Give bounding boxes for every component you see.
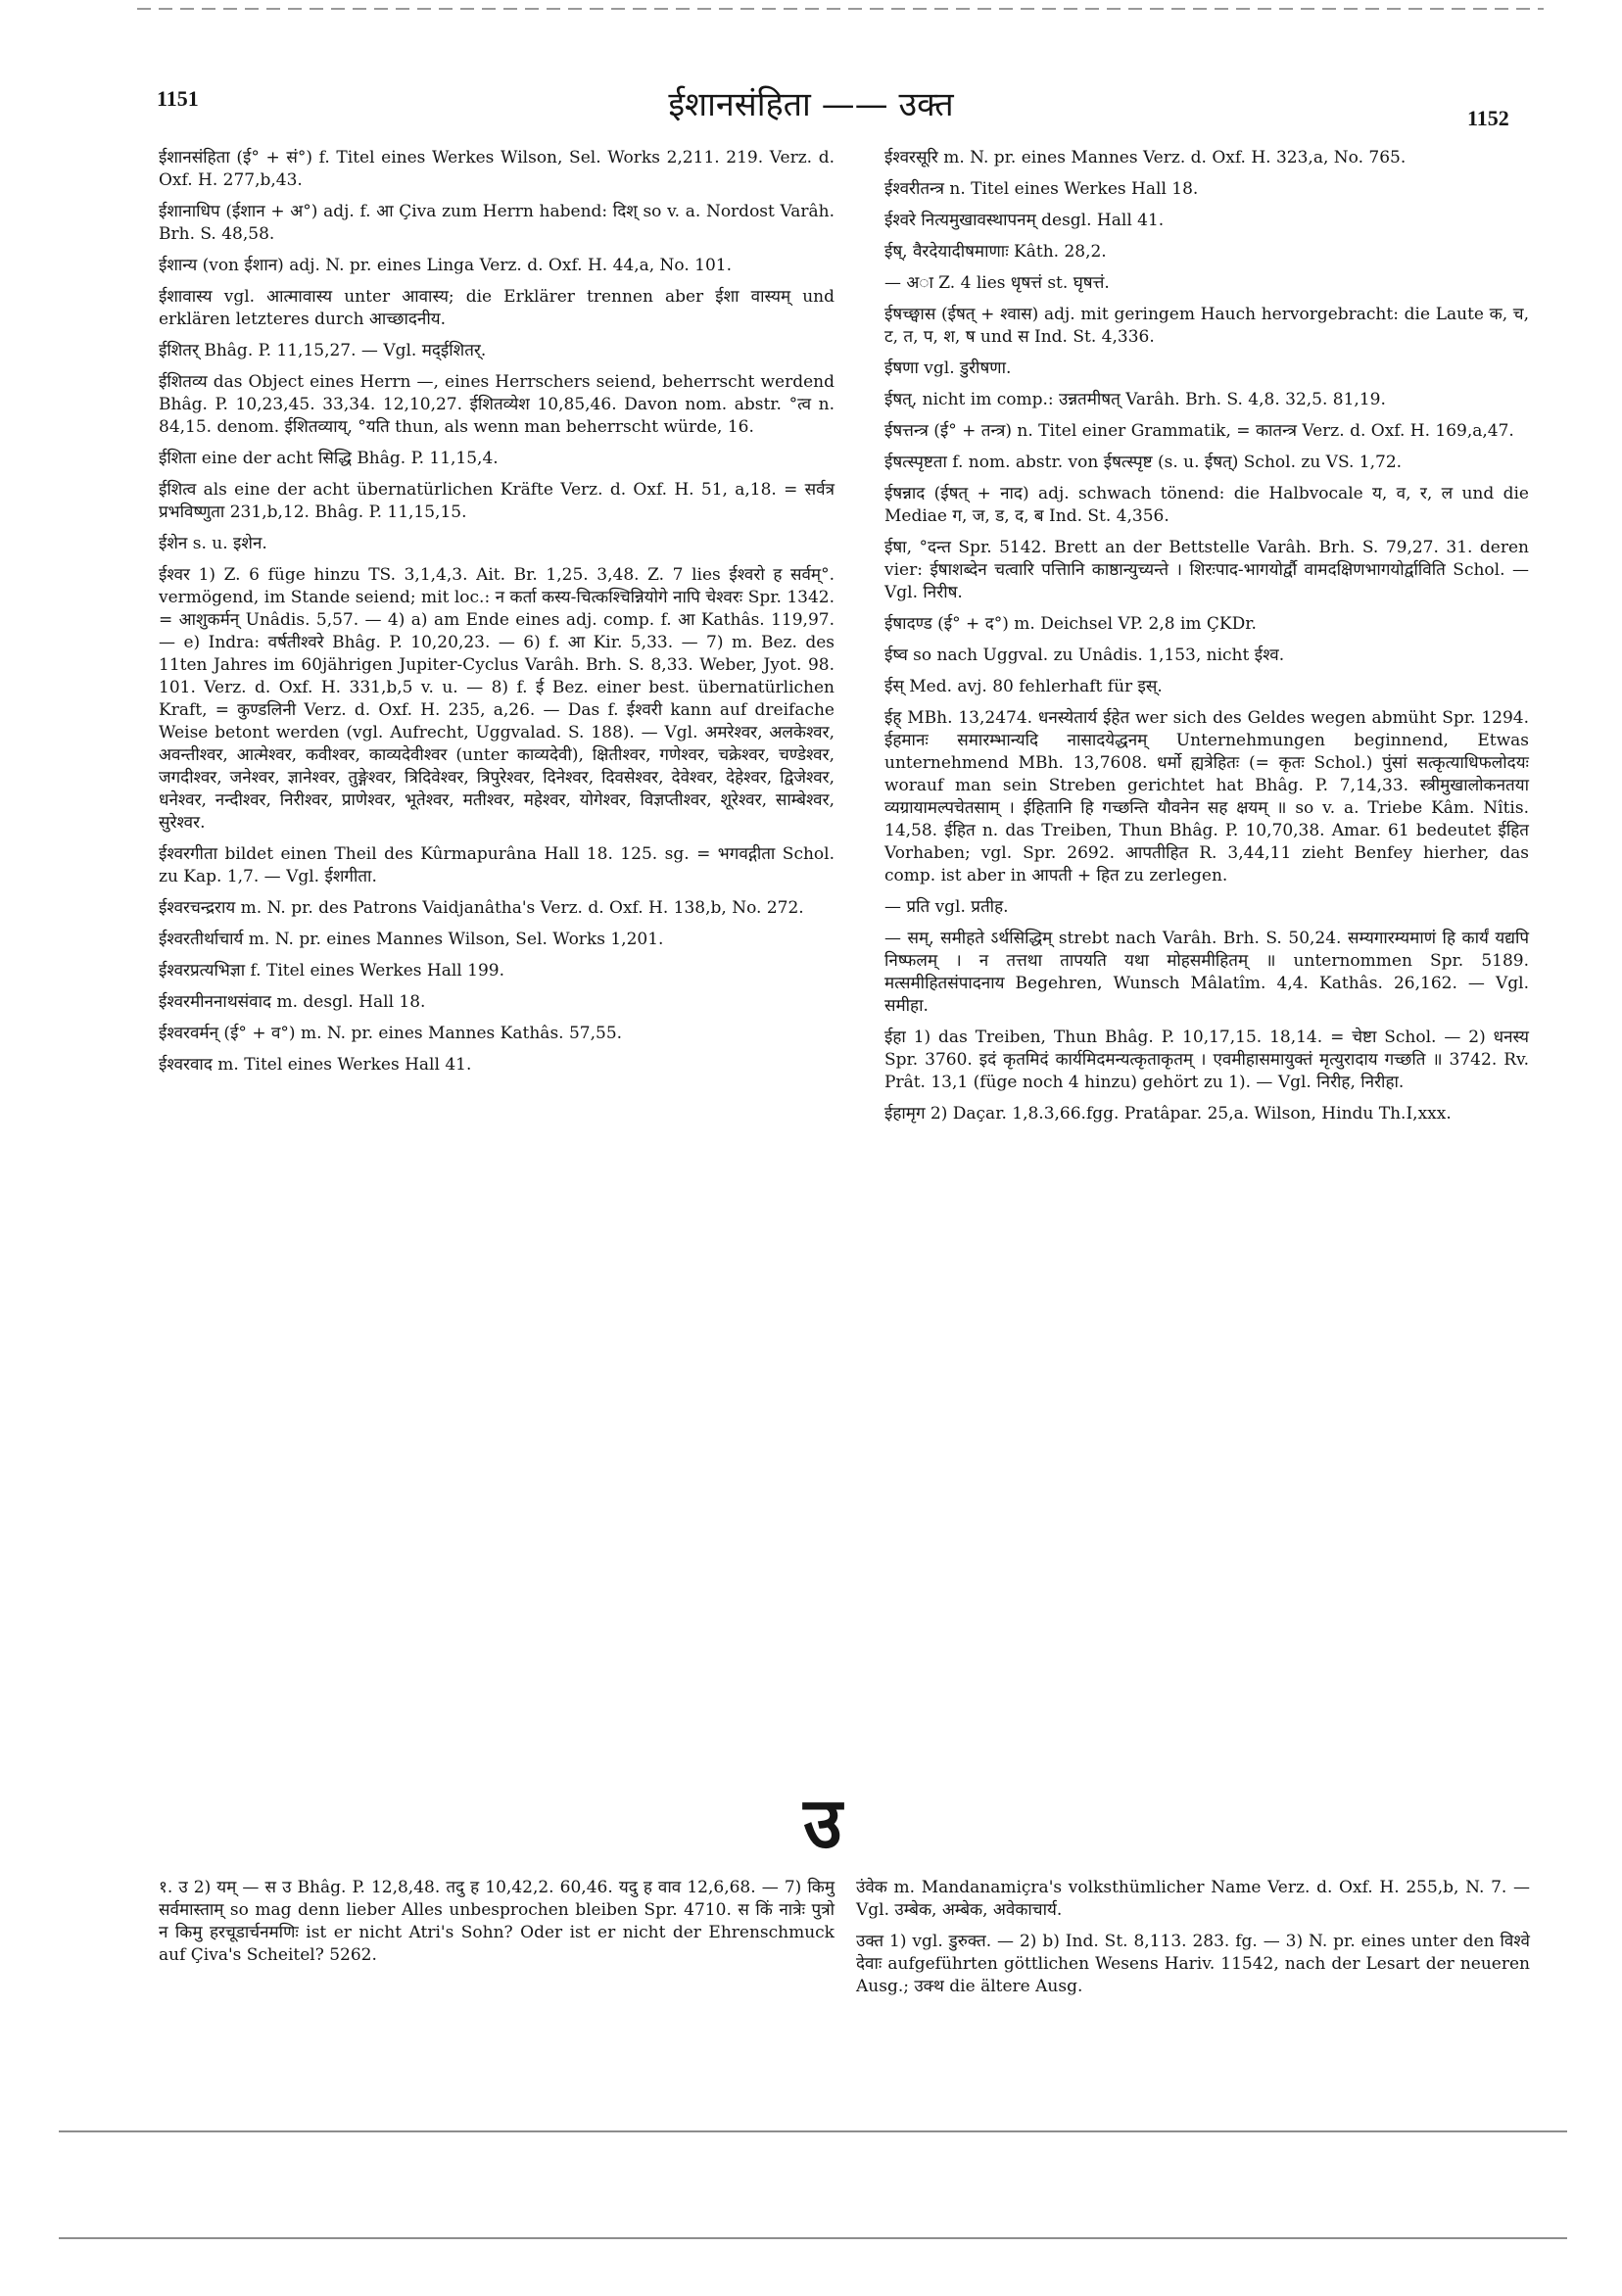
entry: ईशावास्य vgl. आत्मावास्य unter आवास्य; die Erklärer trennen aber ईशा वास्यम् und erklären letzteres durch आच्छादनीय. [159,287,835,329]
entry: ईषादण्ड (ई° + द°) m. Deichsel VP. 2,8 im ÇKDr. [884,614,1257,634]
entry: ईस् Med. avj. 80 fehlerhaft für इस्. [884,677,1163,696]
entry: — अा Z. 4 lies धृषत्तं st. घृषत्तं. [884,273,1110,293]
entry: ईश्वरचन्द्रराय m. N. pr. des Patrons Vaidjanâtha's Verz. d. Oxf. H. 138,b, No. 272. [159,898,804,918]
entry: ईशानसंहिता (ई° + सं°) f. Titel eines Werkes Wilson, Sel. Works 2,211. 219. Verz. d. Oxf. H. 277,b,43. [159,148,835,190]
entry: ईषत्तन्त्र (ई° + तन्त्र) n. Titel einer Grammatik, = कातन्त्र Verz. d. Oxf. H. 169,a,47. [884,421,1514,441]
entry: ईश्वरे नित्यमुखावस्थापनम् desgl. Hall 41. [884,211,1165,230]
entry: ईश्वरसूरि m. N. pr. eines Mannes Verz. d. Oxf. H. 323,a, No. 765. [884,148,1407,167]
entry: — सम्, समीहते ऽर्थसिद्धिम् strebt nach Varâh. Brh. S. 50,24. सम्यगारम्यमाणं हि कार्यं यद्यपि निष्फलम् । न तत्तथा तापयति यथा मोहसमीहितम् ॥ unternommen Spr. 5189. मत्समीहितसंपादनाय Begehren, Wunsch Mâlatîm. 4,4. Kathâs. 26,162. — Vgl. समीहा. [884,929,1529,1016]
entry: ईषच्छ्वास (ईषत् + श्वास) adj. mit geringem Hauch hervorgebracht: die Laute क, च, ट, त, प, श, ष und स Ind. St. 4,336. [884,305,1529,347]
page-number-left: 1151 [157,86,199,111]
section-letter: उ [803,1782,842,1864]
entry: ईषत्, nicht im comp.: उन्नतमीषत् Varâh. Brh. S. 4,8. 32,5. 81,19. [884,390,1386,409]
entry: ईषणा vgl. डुरीषणा. [884,359,1012,378]
entry: ईश्वरवर्मन् (ई° + व°) m. N. pr. eines Mannes Kathâs. 57,55. [159,1024,623,1043]
entry: ईशित्व als eine der acht übernatürlichen Kräfte Verz. d. Oxf. H. 51, a,18. = सर्वत्र प्रभविष्णुता 231,b,12. Bhâg. P. 11,15,15. [159,480,835,522]
entry: ईशिता eine der acht सिद्धि Bhâg. P. 11,15,4. [159,449,499,468]
entry: ईश्वरवाद m. Titel eines Werkes Hall 41. [159,1055,472,1075]
entry: ईशानाधिप (ईशान + अ°) adj. f. आ Çiva zum Herrn habend: दिश् so v. a. Nordost Varâh. Brh. S. 48,58. [159,202,835,244]
bottom-rule [59,2237,1567,2239]
entry: ईश्वरमीननाथसंवाद m. desgl. Hall 18. [159,992,426,1012]
entry: ईषा, °दन्त Spr. 5142. Brett an der Bettstelle Varâh. Brh. S. 79,27. 31. deren vier: ईषाशब्देन चत्वारि पत्तिानि काष्ठान्युच्यन्ते । शिरःपाद-भागयोर्द्वौ वामदक्षिणभागयोर्द्वाविति Schol. — Vgl. निरीष. [884,538,1529,602]
entry: ईष्, वैरदेयादीषमाणाः Kâth. 28,2. [884,242,1107,262]
page-number-right: 1152 [1467,106,1509,130]
entry: ईह् MBh. 13,2474. धनस्येतार्य ईहेत wer sich des Geldes wegen abmüht Spr. 1294. ईहमानः समारम्भान्यदि नासादयेद्धनम् Unternehmungen beginnend, Etwas unternehmend MBh. 13,7608. धर्मो ह्यत्रेहितः (= कृतः Schol.) पुंसां सत्कृत्याधिफलोदयः worauf man sein Streben gerichtet hat Bhâg. P. 7,14,33. स्त्रीमुखालोकनतया व्यग्रायामल्पचेतसाम् । ईहितानि हि गच्छन्ति यौवनेन सह क्षयम् ॥ so v. a. Triebe Kâm. Nîtis. 14,58. ईहित n. das Treiben, Thun Bhâg. P. 10,70,38. Amar. 61 bedeutet ईहित Vorhaben; vgl. Spr. 2692. आपतीहित R. 3,44,11 zieht Benfey hierher, das comp. ist aber in आपती + हित zu zerlegen. [884,708,1529,885]
entry: ईषत्स्पृष्टता f. nom. abstr. von ईषत्स्पृष्ट (s. u. ईषत्) Schol. zu VS. 1,72. [884,453,1403,472]
entry: ईश्वर 1) Z. 6 füge hinzu TS. 3,1,4,3. Ait. Br. 1,25. 3,48. Z. 7 lies ईश्वरो ह सर्वम्°. vermögend, im Stande seiend; mit loc.: न कर्ता कस्य-चित्कश्चिन्नियोगे नापि चेश्वरः Spr. 1342. = आशुकर्मन् Unâdis. 5,57. — 4) a) am Ende eines adj. comp. f. आ Kathâs. 119,97. — e) Indra: वर्षतीश्वरे Bhâg. P. 10,20,23. — 6) f. आ Kir. 5,33. — 7) m. Bez. des 11ten Jahres im 60jährigen Jupiter-Cyclus Varâh. Brh. S. 8,33. Weber, Jyot. 98. 101. Verz. d. Oxf. H. 331,b,5 v. u. — 8) f. ई Bez. einer best. übernatürlichen Kraft, = कुण्डलिनी Verz. d. Oxf. H. 235, a,26. — Das f. ईश्वरी kann auf dreifache Weise betont werden (vgl. Aufrecht, Uggvalad. S. 188). — Vgl. अमरेश्वर, अलकेश्वर, अवन्तीश्वर, आत्मेश्वर, कवीश्वर, काव्यदेवीश्वर (unter काव्यदेवी), क्षितीश्वर, गणेश्वर, चक्रेश्वर, चण्डेश्वर, जगदीश्वर, जनेश्वर, ज्ञानेश्वर, तुङ्गेश्वर, त्रिदिवेश्वर, त्रिपुरेश्वर, दिनेश्वर, दिवसेश्वर, देवेश्वर, देहेश्वर, द्विजेश्वर, धनेश्वर, नन्दीश्वर, निरीश्वर, प्राणेश्वर, भूतेश्वर, मतीश्वर, महेश्वर, योगेश्वर, विज्ञप्तीश्वर, शूरेश्वर, साम्बेश्वर, सुरेश्वर. [159,565,835,833]
entry: ईश्वरगीता bildet einen Theil des Kûrmapurâna Hall 18. 125. sg. = भगवद्गीता Schol. zu Kap. 1,7. — Vgl. ईशगीता. [159,844,835,886]
entry: ईषन्नाद (ईषत् + नाद) adj. schwach tönend: die Halbvocale य, व, र, ल und die Mediae ग, ज, ड, द, ब Ind. St. 4,356. [884,484,1529,526]
running-head: ईशानसंहिता —— उक्त [668,85,954,124]
entry: ईशितव्य das Object eines Herrn —, eines Herrschers seiend, beherrscht werdend Bhâg. P. 10,23,45. 33,34. 12,10,27. ईशितव्येश 10,85,46. Davon nom. abstr. °त्व n. 84,15. denom. ईशितव्याय्, °यति thun, als wenn man beherrscht würde, 16. [159,372,835,437]
bottom-rule [59,2130,1567,2132]
bottom-left-column [159,1877,835,2053]
entry: ईश्वरीतन्त्र n. Titel eines Werkes Hall 18. [884,179,1199,199]
entry: ईश्वरतीर्थाचार्य m. N. pr. eines Mannes Wilson, Sel. Works 1,201. [159,930,664,949]
entry: उक्त 1) vgl. डुरुक्त. — 2) b) Ind. St. 8,113. 283. fg. — 3) N. pr. eines unter den विश्वे देवाः aufgeführten göttlichen Wesens Hariv. 11542, nach der Lesart der neueren Ausg.; उक्थ die ältere Ausg. [856,1932,1530,1996]
entry: ईष्व so nach Uggval. zu Unâdis. 1,153, nicht ईश्व. [884,646,1285,665]
entry: ईशितर् Bhâg. P. 11,15,27. — Vgl. मद्ईशितर्. [159,341,487,360]
entry: ईहा 1) das Treiben, Thun Bhâg. P. 10,17,15. 18,14. = चेष्टा Schol. — 2) धनस्य Spr. 3760. इदं कृतमिदं कार्यमिदमन्यत्कृताकृतम् । एवमीहासमायुक्तं मृत्युरादाय गच्छति ॥ 3742. Rv. Prât. 13,1 (füge noch 4 hinzu) gehört zu 1). — Vgl. निरीह, निरीहा. [884,1028,1529,1092]
left-column [159,147,835,1753]
entry: ईशान्य (von ईशान) adj. N. pr. eines Linga Verz. d. Oxf. H. 44,a, No. 101. [159,256,733,275]
bottom-right-column [856,1877,1530,2053]
right-column [884,147,1529,1753]
entry: ईश्वरप्रत्यभिज्ञा f. Titel eines Werkes Hall 199. [159,961,504,981]
entry: — प्रति vgl. प्रतीह. [884,897,1009,917]
entry: ईशेन s. u. इशेन. [159,534,267,553]
entry: ईहामृग 2) Daçar. 1,8.3,66.fgg. Pratâpar. 25,a. Wilson, Hindu Th.I,xxx. [884,1104,1452,1124]
top-border-line [137,8,1544,10]
entry: १. उ 2) यम् — स उ Bhâg. P. 12,8,48. तदु ह 10,42,2. 60,46. यदु ह वाव 12,6,68. — 7) किमु सर्वमास्ताम् so mag denn lieber Alles unbesprochen bleiben Spr. 4710. स किं नात्रेः पुत्रो न किमु हरचूडार्चनमणिः ist er nicht Atri's Sohn? Oder ist er nicht der Ehrenschmuck auf Çiva's Scheitel? 5262. [159,1878,835,1965]
entry: उंवेक m. Mandanamiçra's volksthümlicher Name Verz. d. Oxf. H. 255,b, N. 7. — Vgl. उम्बेक, अम्बेक, अवेकाचार्य. [856,1878,1530,1920]
